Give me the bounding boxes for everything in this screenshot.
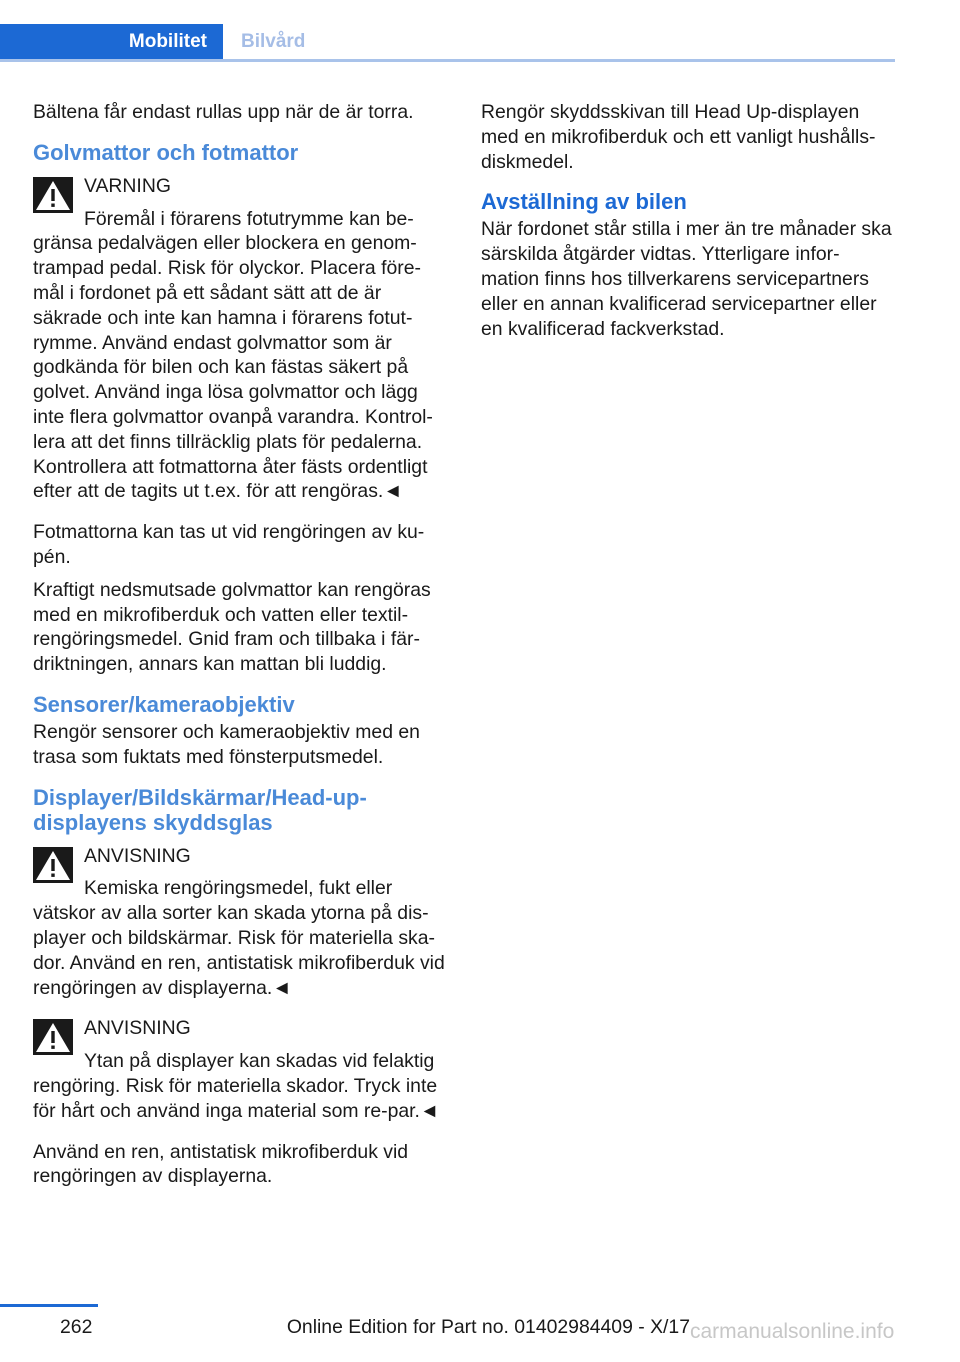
tab-mobilitet-label: Mobilitet	[128, 31, 207, 52]
sensors-paragraph: Rengör sensorer och kameraobjektiv med en trasa som fuktats med fönsterputsmedel.	[33, 720, 420, 768]
right-column	[481, 100, 895, 349]
warning-block-floor	[33, 174, 447, 504]
warning-text-first-line: Föremål i förarens fotutrymme kan be‐	[84, 207, 414, 230]
warning-triangle-icon	[33, 847, 73, 883]
tab-divider	[0, 59, 895, 62]
heading-parking: Avställning av bilen	[481, 189, 687, 215]
warning-triangle-icon	[33, 1019, 73, 1055]
warning-title: VARNING	[84, 174, 171, 197]
notice-block-displays-2	[33, 1016, 447, 1123]
left-column	[33, 100, 447, 1189]
edition-note: Online Edition for Part no. 01402984409 - X/17	[286, 1316, 690, 1338]
notice-text-first-line: Kemiska rengöringsmedel, fukt eller	[84, 877, 393, 900]
heading-displays: Displayer/Bildskärmar/Head-up-displayens skyddsglas	[33, 784, 367, 835]
warning-body	[33, 207, 447, 505]
intro-paragraph: Bältena får endast rullas upp när de är torra.	[33, 101, 414, 123]
tab-bilvard-label: Bilvård	[241, 31, 306, 52]
page-number: 262	[60, 1316, 93, 1338]
tab-bilvard[interactable]	[223, 24, 333, 60]
floor-mats-paragraph-1: Fotmattorna kan tas ut vid rengöringen av ku‐pén.	[33, 521, 425, 568]
warning-triangle-icon	[33, 177, 73, 213]
warning-text: gränsa pedalvägen eller blockera en genom‐trampad pedal. Risk för olyckor. Placera före‐mål i fordonet på ett sådant sätt att de är säkrade och inte kan hamna i förarens fotut‐rymme. Använd endast golvmattor som är godkända för bilen och kan fästas säkert på golvet. Använd inga lösa golvmattor och lägg inte flera golvmattor ovanpå varandra. Kontrol‐lera att det finns tillräcklig plats för pedalerna. Kontrollera att fotmattorna åter fästs ordentligt efter att de tagits ut t.ex. för att rengöras.◄	[33, 232, 433, 503]
tab-mobilitet[interactable]	[0, 24, 223, 60]
watermark: carmanualsonline.info	[690, 1320, 895, 1343]
footer-rule	[0, 1304, 98, 1307]
hud-paragraph: Rengör skyddsskivan till Head Up-displayen med en mikrofiberduk och ett vanligt hushålls‐diskmedel.	[481, 101, 876, 173]
parking-paragraph: När fordonet står stilla i mer än tre månader ska särskilda åtgärder vidtas. Ytterligare infor‐mation finns hos tillverkarens servicepartners eller en annan kvalificerad servicepartner eller en kvalificerad fackverkstad.	[481, 218, 892, 340]
heading-sensors: Sensorer/kameraobjektiv	[33, 691, 295, 717]
notice-block-displays-1	[33, 844, 447, 1001]
notice-title: ANVISNING	[84, 844, 191, 867]
notice-body	[33, 1049, 447, 1123]
floor-mats-paragraph-2: Kraftigt nedsmutsade golvmattor kan rengöras med en mikrofiberduk och vatten eller textil‐rengöringsmedel. Gnid fram och tillbaka i fär‐driktningen, annars kan mattan bli luddig.	[33, 578, 431, 676]
chapter-tabbar	[0, 0, 895, 62]
heading-floor-mats: Golvmattor och fotmattor	[33, 139, 299, 165]
displays-paragraph: Använd en ren, antistatisk mikrofiberduk vid rengöringen av displayerna.	[33, 1140, 409, 1188]
notice-body	[33, 876, 447, 1000]
notice-text: rengöring. Risk för materiella skador. Tryck inte för hårt och använd inga material som re‐par.◄	[33, 1074, 440, 1122]
notice-text: vätskor av alla sorter kan skada ytorna på dis‐player och bildskärmar. Risk för materiella ska‐dor. Använd en ren, antistatisk mikrofiberduk vid rengöringen av displayerna.◄	[33, 902, 445, 999]
notice-text-first-line: Ytan på displayer kan skadas vid felaktig	[84, 1050, 435, 1073]
notice-title: ANVISNING	[84, 1017, 191, 1040]
